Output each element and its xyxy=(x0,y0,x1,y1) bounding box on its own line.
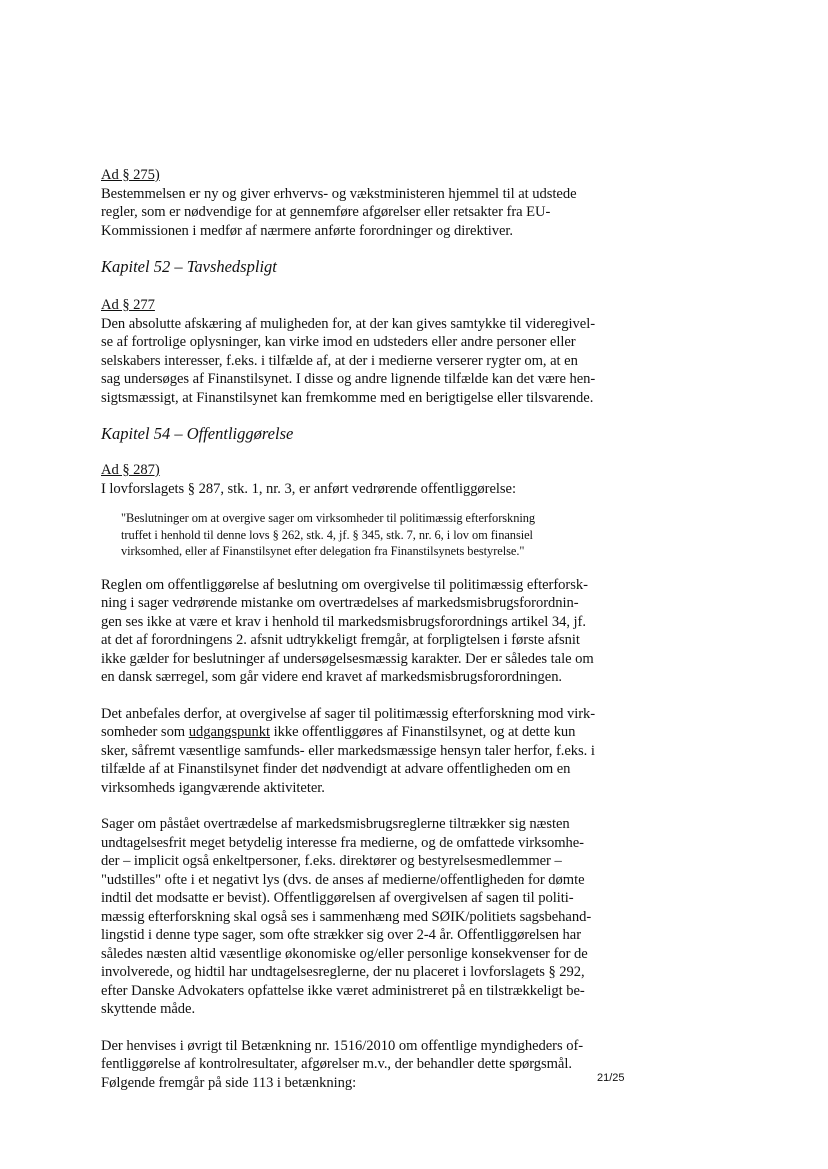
text-line: Reglen om offentliggørelse af beslutning om overgivelse til politimæssig efterforsk- xyxy=(101,576,588,593)
text-line: fentliggørelse af kontrolresultater, afgørelser m.v., der behandler dette spørgsmål. xyxy=(101,1056,572,1072)
text-line: ikke gælder for beslutninger af undersøgelsesmæssig karakter. Der er således tale om xyxy=(101,650,594,667)
document-body xyxy=(101,166,601,1092)
underlined-term: udgangspunkt xyxy=(188,724,271,740)
text-span: somheder som xyxy=(101,724,189,740)
text-line: involverede, og hidtil har undtagelsesreglerne, der nu placeret i lovforslagets § 292, xyxy=(101,964,585,980)
paragraph-2 xyxy=(101,705,601,798)
text-line: Følgende fremgår på side 113 i betænkning: xyxy=(101,1074,357,1091)
text-line: der – implicit også enkeltpersoner, f.eks. direktører og bestyrelsesmedlemmer – xyxy=(101,853,562,869)
paragraph-4 xyxy=(101,1037,601,1093)
text-line: sker, såfremt væsentlige samfunds- eller markedsmæssige hensyn taler herfor, f.eks. i xyxy=(101,742,595,759)
text-line: gen ses ikke at være et krav i henhold til markedsmisbrugsforordnings artikel 34, jf. xyxy=(101,613,586,630)
chapter-heading-54: Kapitel 54 – Offentliggørelse xyxy=(101,424,294,443)
section-ref-287: Ad § 287) xyxy=(101,462,160,478)
text-span: ikke offentliggøres af Finanstilsynet, og at dette kun xyxy=(270,724,576,740)
text-line: se af fortrolige oplysninger, kan virke imod en udsteders eller andre personer eller xyxy=(101,334,576,350)
text-line: en dansk særregel, som går videre end kravet af markedsmisbrugsforordningen. xyxy=(101,669,563,685)
text-line: virksomheds igangværende aktiviteter. xyxy=(101,779,325,796)
text-line: Kommissionen i medfør af nærmere anførte forordninger og direktiver. xyxy=(101,222,513,239)
section-ref-277: Ad § 277 xyxy=(101,297,155,313)
text-line: "udstilles" ofte i et negativt lys (dvs. de anses af medierne/offentligheden for dømte xyxy=(101,871,585,888)
text-line xyxy=(101,723,601,742)
text-line: Den absolutte afskæring af muligheden for, at der kan gives samtykke til videregivel- xyxy=(101,315,596,332)
text-line: sigtsmæssigt, at Finanstilsynet kan fremkomme med en berigtigelse eller tilsvarende. xyxy=(101,389,594,406)
text-line: regler, som er nødvendige for at gennemføre afgørelser eller retsakter fra EU- xyxy=(101,204,551,220)
paragraph-1 xyxy=(101,576,601,687)
paragraph-277 xyxy=(101,315,601,408)
text-line: tilfælde af at Finanstilsynet finder det nødvendigt at advare offentligheden om en xyxy=(101,761,571,777)
paragraph-275 xyxy=(101,185,601,241)
text-line: skyttende måde. xyxy=(101,1001,196,1017)
text-line: Der henvises i øvrigt til Betænkning nr. 1516/2010 om offentlige myndigheders of- xyxy=(101,1037,584,1054)
chapter-heading-52: Kapitel 52 – Tavshedspligt xyxy=(101,257,277,276)
page-number: 21/25 xyxy=(597,1072,625,1084)
quote-line: truffet i henhold til denne lovs § 262, stk. 4, jf. § 345, stk. 7, nr. 6, i lov om finansiel xyxy=(121,527,533,542)
text-line: Det anbefales derfor, at overgivelse af sager til politimæssig efterforskning mod virk- xyxy=(101,705,596,722)
text-line: mæssig efterforskning skal også ses i sammenhæng med SØIK/politiets sagsbehand- xyxy=(101,908,592,925)
paragraph-3 xyxy=(101,815,601,1019)
quote-line: "Beslutninger om at overgive sager om virksomheder til politimæssig efterforskning xyxy=(121,511,536,525)
quote-line: virksomhed, eller af Finanstilsynet efter delegation fra Finanstilsynets bestyrelse." xyxy=(121,544,525,558)
text-line: efter Danske Advokaters opfattelse ikke været administreret på en tilstrækkeligt be- xyxy=(101,982,585,999)
text-line: undtagelsesfrit meget betydelig interesse fra medierne, og de omfattede virksomhe- xyxy=(101,834,584,851)
text-line: selskabers interesser, f.eks. i tilfælde af, at der i medierne verserer rygter om, at en xyxy=(101,352,578,369)
intro-line: I lovforslagets § 287, stk. 1, nr. 3, er anført vedrørende offentliggørelse: xyxy=(101,480,516,497)
text-line: at det af forordningens 2. afsnit udtrykkeligt fremgår, at forpligtelsen i første afsnit xyxy=(101,632,580,648)
text-line: således næsten altid væsentlige økonomiske og/eller personlige konsekvenser for de xyxy=(101,945,588,962)
text-line: ning i sager vedrørende mistanke om overtrædelses af markedsmisbrugsforordnin- xyxy=(101,595,579,611)
section-ref-275: Ad § 275) xyxy=(101,167,160,183)
text-line: Bestemmelsen er ny og giver erhvervs- og vækstministeren hjemmel til at udstede xyxy=(101,185,577,202)
text-line: indtil det modsatte er bevist). Offentliggørelsen af overgivelsen af sagen til politi- xyxy=(101,890,574,906)
text-line: sag undersøges af Finanstilsynet. I disse og andre lignende tilfælde kan det være hen- xyxy=(101,371,596,387)
text-line: Sager om påstået overtrædelse af markedsmisbrugsreglerne tiltrækker sig næsten xyxy=(101,816,570,832)
block-quote xyxy=(121,510,601,560)
text-line: lingstid i denne type sager, som ofte strækker sig over 2-4 år. Offentliggørelsen har xyxy=(101,927,582,943)
